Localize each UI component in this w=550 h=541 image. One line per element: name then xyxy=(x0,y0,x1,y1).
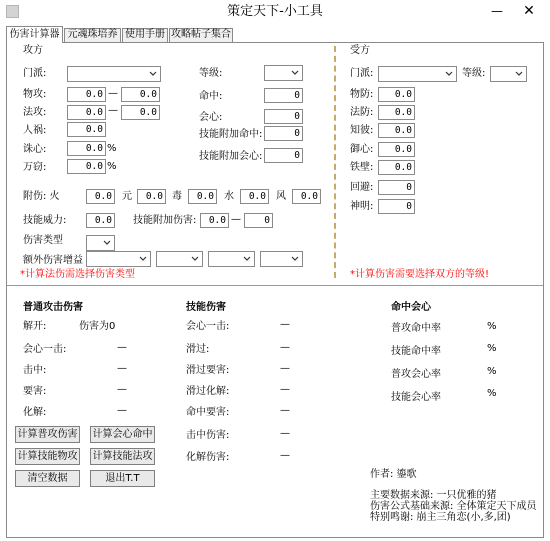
attacker-title: 攻方 xyxy=(23,45,43,56)
dmg-type-select[interactable] xyxy=(86,235,115,251)
skill-huaguo-yaohai-min-output xyxy=(240,360,278,377)
skill-huaguo-huajie-max-output xyxy=(293,381,331,398)
fushang-label: 附伤: 火 xyxy=(23,191,60,202)
skill-crit-rate-output xyxy=(446,384,484,401)
yuan-input[interactable]: 0.0 xyxy=(137,189,166,204)
skill-title: 技能伤害 xyxy=(186,302,226,313)
minimize-icon[interactable]: — xyxy=(491,4,503,18)
extra-bonus-select-2[interactable] xyxy=(156,251,203,267)
physdef-input[interactable]: 0.0 xyxy=(378,87,415,102)
range-dash: — xyxy=(280,363,290,374)
extra-bonus-select-3[interactable] xyxy=(208,251,255,267)
yuan-label: 元 xyxy=(122,191,132,202)
yuxin-label: 御心: xyxy=(350,144,374,155)
normal-hit-rate-output xyxy=(446,317,484,334)
range-dash: — xyxy=(108,105,118,116)
du-label: 毒 xyxy=(172,191,182,202)
range-dash: — xyxy=(280,319,290,330)
shenming-input[interactable]: 0 xyxy=(378,199,415,214)
skill-huajie-max-output xyxy=(293,447,331,464)
shui-label: 水 xyxy=(224,191,234,202)
defender-level-select[interactable] xyxy=(490,66,527,82)
skill-crit-min-output xyxy=(240,316,278,333)
renhuo-input[interactable]: 0.0 xyxy=(67,122,106,137)
normal-crit-rate-output xyxy=(446,362,484,379)
physatk-label: 物攻: xyxy=(23,89,47,100)
skill-huaguo-label: 滑过: xyxy=(186,344,210,355)
tab-strip xyxy=(6,26,544,42)
normal-crit-label: 会心一击: xyxy=(23,344,67,355)
attacker-level-select[interactable] xyxy=(264,65,303,81)
physatk-min-input[interactable]: 0.0 xyxy=(67,87,106,102)
normal-yaohai-min-output xyxy=(78,381,115,398)
chevron-down-icon xyxy=(515,70,523,78)
tab-damage-calculator[interactable] xyxy=(6,26,63,43)
range-dash: — xyxy=(280,342,290,353)
hitcrit-title: 命中会心 xyxy=(391,302,431,313)
extra-bonus-select-4[interactable] xyxy=(260,251,303,267)
tab-label: 攻略帖子集合 xyxy=(171,29,231,40)
normal-crit-rate-pct: % xyxy=(487,366,497,377)
skill-extra-label: 技能附加伤害: xyxy=(133,215,197,226)
feng-input[interactable]: 0.0 xyxy=(292,189,321,204)
chevron-down-icon xyxy=(139,255,147,263)
dodge-input[interactable]: 0 xyxy=(378,180,415,195)
skill-hit-rate-output xyxy=(446,340,484,357)
skill-crit-max-output xyxy=(293,316,331,333)
normal-hit-label: 击中: xyxy=(23,365,47,376)
shui-input[interactable]: 0.0 xyxy=(240,189,269,204)
crit-input[interactable]: 0 xyxy=(264,109,303,124)
skill-hit-label: 技能附加命中: xyxy=(199,129,263,140)
skill-huajie-label: 化解伤害: xyxy=(186,452,230,463)
normal-hit-min-output xyxy=(78,360,115,377)
magatk-label: 法攻: xyxy=(23,107,47,118)
range-dash: — xyxy=(280,428,290,439)
attacker-faction-label: 门派: xyxy=(23,68,47,79)
yuxin-input[interactable]: 0.0 xyxy=(378,142,415,157)
wanjie-label: 万窃: xyxy=(23,162,47,173)
normal-hit-rate-label: 普攻命中率 xyxy=(391,323,441,334)
chevron-down-icon xyxy=(445,70,453,78)
zhuxin-pct: % xyxy=(107,143,117,154)
skill-crit-rate-pct: % xyxy=(487,388,497,399)
calc-crit-hit-button[interactable]: 计算会心命中 xyxy=(90,426,155,443)
attacker-note: *计算法伤需选择伤害类型 xyxy=(20,269,135,280)
magdef-label: 法防: xyxy=(350,107,374,118)
calc-skill-phys-button[interactable]: 计算技能物攻 xyxy=(15,448,80,465)
skill-jizhong-min-output xyxy=(240,425,278,442)
extra-bonus-label: 额外伤害增益 xyxy=(23,255,83,266)
range-dash: — xyxy=(280,450,290,461)
magdef-input[interactable]: 0.0 xyxy=(378,105,415,120)
fire-input[interactable]: 0.0 xyxy=(86,189,115,204)
crit-label: 会心: xyxy=(199,112,223,123)
zhuxin-input[interactable]: 0.0 xyxy=(67,141,106,156)
range-dash: — xyxy=(231,214,241,225)
normal-yaohai-label: 要害: xyxy=(23,386,47,397)
tab-label: 使用手册 xyxy=(125,29,165,40)
range-dash: — xyxy=(117,405,127,416)
skill-huaguo-max-output xyxy=(293,339,331,356)
normal-huajie-label: 化解: xyxy=(23,407,47,418)
dodge-label: 回避: xyxy=(350,182,374,193)
hit-label: 命中: xyxy=(199,91,223,102)
skill-mingzhong-yaohai-max-output xyxy=(293,402,331,419)
defender-note: *计算伤害需要选择双方的等级! xyxy=(350,269,490,280)
magatk-max-input[interactable]: 0.0 xyxy=(121,105,160,120)
extra-bonus-select-1[interactable] xyxy=(86,251,151,267)
normal-title: 普通攻击伤害 xyxy=(23,302,83,313)
dmg-type-label: 伤害类型 xyxy=(23,235,63,246)
tiebi-label: 铁壁: xyxy=(350,162,374,173)
skill-huaguo-huajie-min-output xyxy=(240,381,278,398)
skill-mingzhong-yaohai-label: 命中要害: xyxy=(186,407,230,418)
defender-title: 受方 xyxy=(350,45,370,56)
vertical-divider xyxy=(334,46,336,278)
physatk-max-input[interactable]: 0.0 xyxy=(121,87,160,102)
skill-huaguo-yaohai-max-output xyxy=(293,360,331,377)
skill-extra-max-input[interactable]: 0 xyxy=(244,213,273,228)
calc-skill-mag-button[interactable]: 计算技能法攻 xyxy=(90,448,155,465)
skill-hit-rate-pct: % xyxy=(487,343,497,354)
normal-huajie-min-output xyxy=(78,402,115,419)
du-input[interactable]: 0.0 xyxy=(188,189,217,204)
skill-hit-input[interactable]: 0 xyxy=(264,126,303,141)
chevron-down-icon xyxy=(291,69,299,77)
tiebi-input[interactable]: 0.0 xyxy=(378,160,415,175)
normal-crit-rate-label: 普攻会心率 xyxy=(391,369,441,380)
wanjie-input[interactable]: 0.0 xyxy=(67,159,106,174)
normal-hit-max-output xyxy=(127,360,164,377)
close-icon[interactable]: ✕ xyxy=(523,3,535,19)
zhuxin-label: 诛心: xyxy=(23,144,47,155)
defender-faction-select[interactable] xyxy=(378,66,457,82)
tab-manual[interactable] xyxy=(122,28,168,42)
tab-soul-orb[interactable] xyxy=(64,28,121,42)
jiekai-label: 解开: xyxy=(23,321,47,332)
zhibei-label: 知彼: xyxy=(350,125,374,136)
magatk-min-input[interactable]: 0.0 xyxy=(67,105,106,120)
special-thanks-credit: 特别鸣谢: 崩主三角恋(小,多,团) xyxy=(370,512,511,523)
skill-jizhong-max-output xyxy=(293,425,331,442)
chevron-down-icon xyxy=(149,70,157,78)
range-dash: — xyxy=(117,384,127,395)
skill-crit-label: 技能附加会心: xyxy=(199,151,263,162)
renhuo-label: 人祸: xyxy=(23,125,47,136)
skill-huaguo-min-output xyxy=(240,339,278,356)
jiekai-value: 伤害为0 xyxy=(79,321,116,332)
normal-huajie-max-output xyxy=(127,402,164,419)
normal-yaohai-max-output xyxy=(127,381,164,398)
title-bar xyxy=(0,0,550,24)
range-dash: — xyxy=(280,384,290,395)
skill-power-label: 技能威力: xyxy=(23,215,67,226)
hit-input[interactable]: 0 xyxy=(264,88,303,103)
attacker-faction-select[interactable] xyxy=(67,66,161,82)
shenming-label: 神明: xyxy=(350,201,374,212)
defender-level-label: 等级: xyxy=(462,68,486,79)
attacker-level-label: 等级: xyxy=(199,68,223,79)
tab-label: 元魂珠培养 xyxy=(67,29,118,40)
range-dash: — xyxy=(108,88,118,99)
normal-crit-max-output xyxy=(127,339,164,356)
skill-huaguo-yaohai-label: 滑过要害: xyxy=(186,365,230,376)
window-title: 策定天下-小工具 xyxy=(227,4,323,19)
chevron-down-icon xyxy=(103,239,111,247)
range-dash: — xyxy=(117,342,127,353)
clear-button[interactable]: 清空数据 xyxy=(15,470,80,487)
tab-label: 伤害计算器 xyxy=(9,29,60,40)
chevron-down-icon xyxy=(243,255,251,263)
skill-power-input[interactable]: 0.0 xyxy=(86,213,115,228)
range-dash: — xyxy=(117,363,127,374)
normal-hit-rate-pct: % xyxy=(487,321,497,332)
author-credit: 作者: 鎏歌 xyxy=(370,469,417,480)
zhibei-input[interactable]: 0.0 xyxy=(378,123,415,138)
defender-faction-label: 门派: xyxy=(350,68,374,79)
chevron-down-icon xyxy=(191,255,199,263)
exit-button[interactable]: 退出T.T xyxy=(90,470,155,487)
formula-source-credit: 伤害公式基础来源: 全体策定天下成员 xyxy=(370,501,537,512)
chevron-down-icon xyxy=(291,255,299,263)
skill-mingzhong-yaohai-min-output xyxy=(240,402,278,419)
skill-crit-out-label: 会心一击: xyxy=(186,321,230,332)
range-dash: — xyxy=(280,405,290,416)
physdef-label: 物防: xyxy=(350,89,374,100)
feng-label: 风 xyxy=(276,191,286,202)
skill-huajie-min-output xyxy=(240,447,278,464)
wanjie-pct: % xyxy=(107,161,117,172)
skill-hit-rate-label: 技能命中率 xyxy=(391,346,441,357)
horizontal-separator xyxy=(7,285,543,286)
skill-crit-rate-label: 技能会心率 xyxy=(391,392,441,403)
data-source-credit: 主要数据来源: 一只优雅的猪 xyxy=(370,490,497,501)
skill-huaguo-huajie-label: 滑过化解: xyxy=(186,386,230,397)
normal-crit-min-output xyxy=(78,339,115,356)
calc-normal-button[interactable]: 计算普攻伤害 xyxy=(15,426,80,443)
tab-guides[interactable] xyxy=(169,28,233,42)
skill-jizhong-label: 击中伤害: xyxy=(186,430,230,441)
skill-extra-min-input[interactable]: 0.0 xyxy=(200,213,229,228)
skill-crit-input[interactable]: 0 xyxy=(264,148,303,163)
